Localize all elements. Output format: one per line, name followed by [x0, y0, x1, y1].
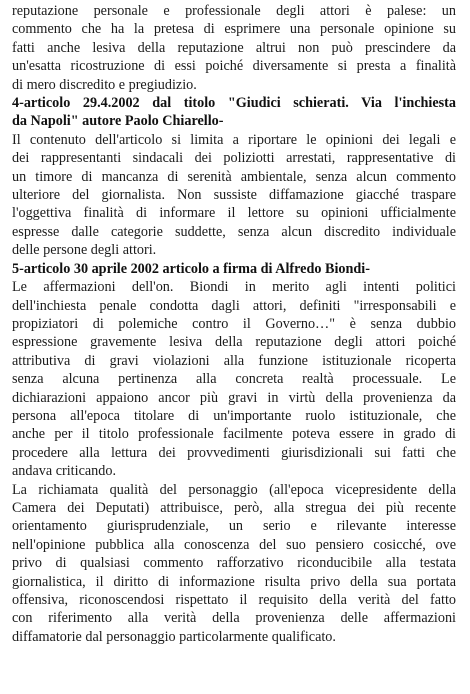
- heading-line: 5-articolo 30 aprile 2002 articolo a firma di Alfredo Biondi-: [12, 260, 370, 277]
- text-line: persona all'epoca titolare di un'importante ruolo istituzionale, che: [12, 407, 456, 424]
- text-line: con riferimento alla verità della provenienza delle affermazioni: [12, 610, 456, 627]
- section-heading-article-5: [12, 260, 456, 278]
- text-line: dei rappresentanti sindacali dei poliziotti arrestati, rappresentative di: [12, 150, 456, 167]
- text-line: anche per il titolo professionale facilmente poteva essere in grado di: [12, 426, 456, 443]
- text-line: commento che ha la pretesa di esprimere una personale opinione su: [12, 21, 456, 38]
- text-line: dell'inchiesta penale condotta dagli attori, definiti "irresponsabili e: [12, 297, 456, 314]
- text-line: l'oggettiva finalità di informare il lettore su opinioni ufficialmente: [12, 205, 456, 222]
- text-line: propiziatori di polemiche contro il Governo…" è senza dubbio: [12, 315, 456, 332]
- text-line: Il contenuto dell'articolo si limita a riportare le opinioni dei legali e: [12, 131, 456, 148]
- paragraph-qualification: [12, 481, 456, 647]
- text-line: procedere alla lettura dei provvedimenti giurisdizionali sui fatti che: [12, 444, 456, 461]
- paragraph-continuation: [12, 2, 456, 94]
- text-line: offensiva, riconoscendosi rispettato il requisito della verità del fatto: [12, 592, 456, 608]
- text-line: fatti anche lesiva della reputazione altrui non può prescindere da: [12, 39, 456, 56]
- text-line: espresse dalle categorie suddette, senza alcun discredito individuale: [12, 223, 456, 240]
- heading-line: 4-articolo 29.4.2002 dal titolo "Giudici schierati. Via l'inchiesta: [12, 95, 456, 112]
- text-line: privo di qualsiasi commento rafforzativo riconducibile alla testata: [12, 555, 456, 572]
- text-line: nell'opinione pubblica alla conoscenza del suo pensiero cosicché, ove: [12, 536, 456, 553]
- text-line: un timore di mancanza di serenità ambientale, senza alcun commento: [12, 168, 456, 185]
- text-line: orientamento giurisprudenziale, un serio e rilevante interesse: [12, 518, 456, 535]
- text-line: andava criticando.: [12, 463, 116, 480]
- text-line: dichiarazioni appaiono ancor più gravi in virtù della provenienza da: [12, 389, 456, 406]
- text-line: un'esatta ricostruzione di essi poiché diversamente si presta a finalità: [12, 58, 456, 75]
- text-line: reputazione personale e professionale degli attori è palese: un: [12, 3, 456, 19]
- text-line: La richiamata qualità del personaggio (all'epoca vicepresidente della: [12, 481, 456, 498]
- text-line: senza alcuna pertinenza alla concreta realtà processuale. Le: [12, 371, 456, 388]
- text-line: di mero discredito e pregiudizio.: [12, 76, 197, 93]
- text-line: giornalistica, il diritto di informazione risulta privo della sua portata: [12, 573, 456, 590]
- heading-line: da Napoli" autore Paolo Chiarello-: [12, 113, 224, 130]
- text-line: attributiva di gravi violazioni alla funzione istituzionale ricoperta: [12, 352, 456, 369]
- text-line: delle persone degli attori.: [12, 242, 157, 259]
- text-line: diffamatorie dal personaggio particolarmente qualificato.: [12, 628, 336, 645]
- document-page: [12, 2, 456, 646]
- section-heading-article-4: [12, 94, 456, 131]
- text-line: Camera dei Deputati) attribuisce, però, alla stregua dei più recente: [12, 499, 456, 516]
- text-line: espressione gravemente lesiva della reputazione degli attori poiché: [12, 334, 456, 351]
- paragraph-article-4: [12, 131, 456, 260]
- paragraph-article-5: [12, 278, 456, 480]
- text-line: ulteriore del giornalista. Non sussiste diffamazione giacché traspare: [12, 187, 456, 204]
- text-line: Le affermazioni dell'on. Biondi in merito agli intenti politici: [12, 279, 456, 296]
